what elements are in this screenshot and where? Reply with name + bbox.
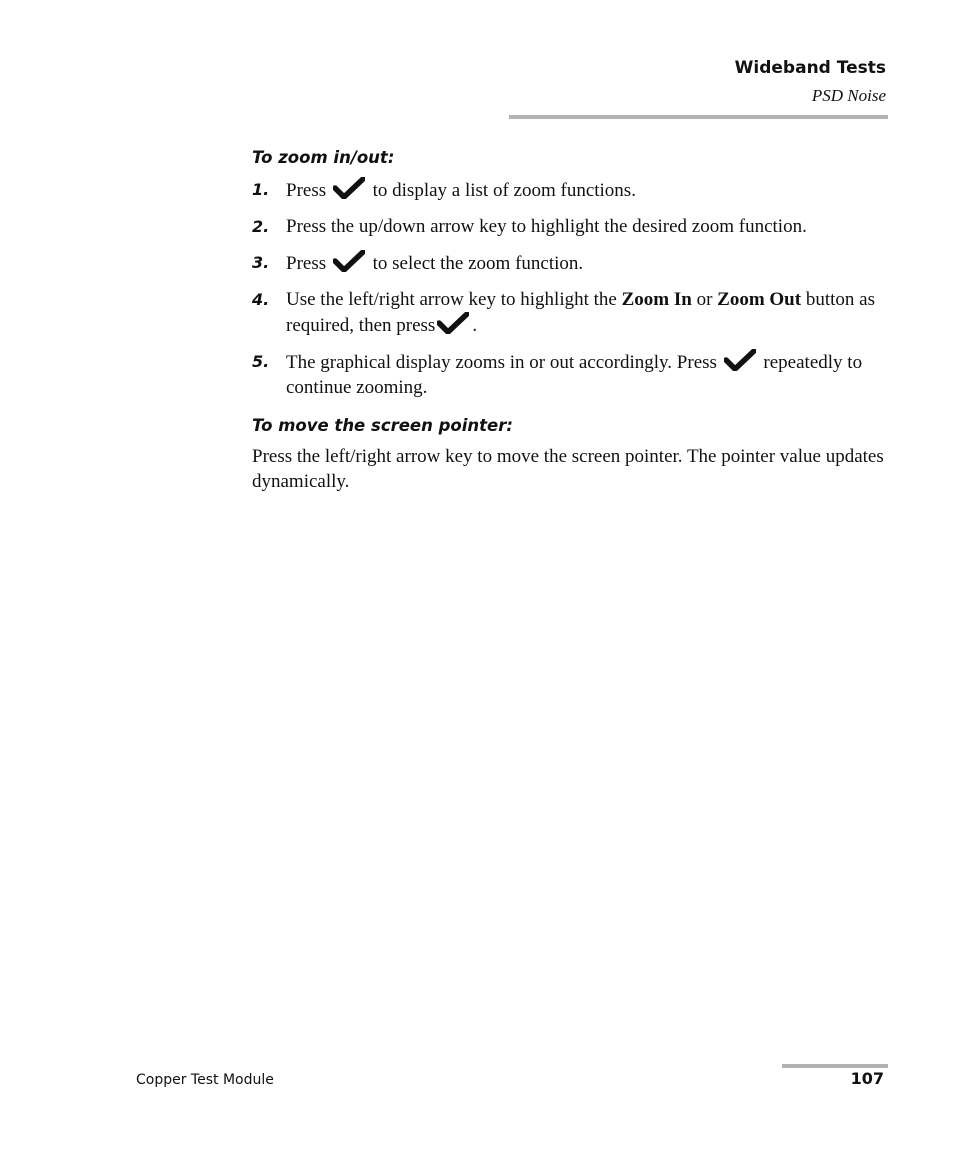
footer-document-title: Copper Test Module xyxy=(136,1072,274,1088)
step-number: 3. xyxy=(252,253,270,272)
zoom-step-1 xyxy=(252,177,888,203)
pointer-paragraph: Press the left/right arrow key to move the screen pointer. The pointer value updates dynamically. xyxy=(252,446,884,492)
zoom-step-3 xyxy=(252,250,888,276)
checkmark-icon xyxy=(437,312,469,334)
step-text: repeatedly to continue zooming. xyxy=(286,352,863,398)
checkmark-icon xyxy=(724,349,756,371)
step-number: 5. xyxy=(252,352,270,371)
step-text: Press xyxy=(286,253,327,274)
pointer-procedure-heading: To move the screen pointer: xyxy=(252,416,513,435)
zoom-step-4 xyxy=(252,287,888,338)
zoom-out-label: Zoom Out xyxy=(717,289,802,310)
zoom-in-label: Zoom In xyxy=(621,289,692,310)
step-text: to display a list of zoom functions. xyxy=(372,180,636,201)
step-text: to select the zoom function. xyxy=(372,253,584,274)
step-text: Press xyxy=(286,180,327,201)
step-number: 2. xyxy=(252,217,270,236)
step-text: The graphical display zooms in or out accordingly. Press xyxy=(286,352,717,373)
step-text: or xyxy=(696,289,713,310)
step-number: 4. xyxy=(252,290,270,309)
checkmark-icon xyxy=(333,250,365,272)
checkmark-icon xyxy=(333,177,365,199)
step-text: button as required, then press xyxy=(286,289,875,336)
step-text: Press the up/down arrow key to highlight the desired zoom function. xyxy=(286,216,807,237)
header-subtitle: PSD Noise xyxy=(811,86,886,105)
zoom-procedure-heading: To zoom in/out: xyxy=(252,148,395,167)
main-content xyxy=(252,146,888,494)
step-text: . xyxy=(472,315,478,336)
zoom-step-5 xyxy=(252,349,888,400)
step-text: Use the left/right arrow key to highlight the xyxy=(286,289,617,310)
zoom-step-2 xyxy=(252,214,888,239)
step-number: 1. xyxy=(252,180,270,199)
header-title: Wideband Tests xyxy=(734,58,886,78)
zoom-steps-list xyxy=(252,177,888,400)
page-number: 107 xyxy=(850,1069,884,1088)
header-rule xyxy=(509,115,888,119)
running-header xyxy=(506,56,886,108)
